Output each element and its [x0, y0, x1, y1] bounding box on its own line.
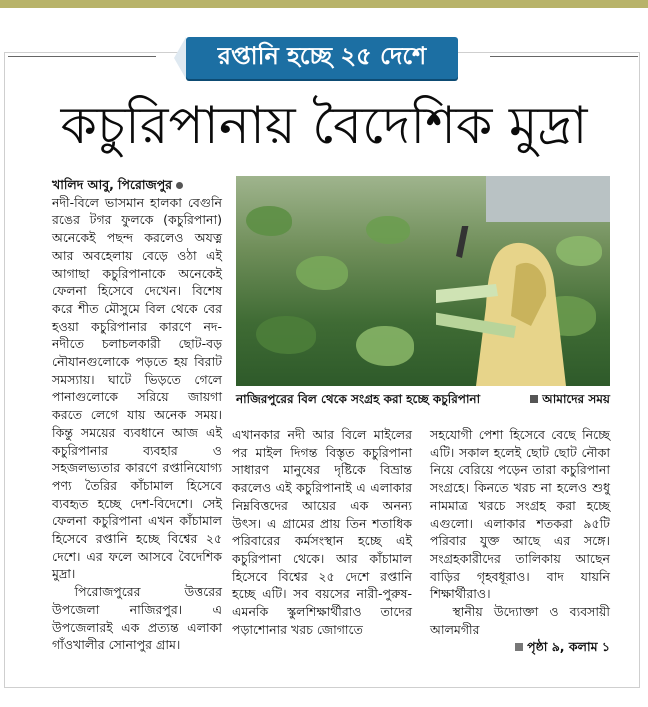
photo-water: [486, 176, 610, 222]
byline-place: পিরোজপুর: [117, 177, 173, 192]
headline: কচুরিপানায় বৈদেশিক মুদ্রা: [60, 96, 588, 156]
article-column-2: [232, 426, 412, 638]
photo-leaf: [256, 316, 316, 354]
byline-author: খালিদ আবু,: [52, 177, 114, 192]
photo-leaf: [356, 326, 414, 366]
column3-paragraph-1: সহযোগী পেশা হিসেবে বেছে নিচ্ছে এটি। সকাল হলেই ছোট ছোট নৌকা নিয়ে বেরিয়ে পড়েন তারা কচুরিপানা সংগ্রহে। কিনতে খরচ না হলেও শুধু নামমাত্র খরচে সংগ্রহ করা হচ্ছে এগুলো। এলাকার শতকরা ৯৫টি পরিবার যুক্ত আছে এর সঙ্গে। সংগ্রহকারীদের তালিকায় আছেন বাড়ির গৃহবধূরাও। বাদ যায়নি শিক্ষার্থীরাও।: [430, 427, 610, 602]
top-rule: [0, 0, 648, 8]
photo-caption-row: [236, 391, 610, 411]
column1-paragraph-2: পিরোজপুরের উত্তরের উপজেলা নাজিরপুর। এ উপজেলারই এক প্রত্যন্ত এলাকা গাঁওখালীর সোনাপুর গ্রাম।: [52, 584, 222, 653]
header-rule-right: [490, 56, 638, 57]
photo-woman-harvesting: [436, 226, 576, 386]
article-column-3: [430, 426, 610, 656]
photo-leaf: [366, 216, 410, 244]
header-rule-left: [8, 56, 156, 57]
column1-paragraph-1: নদী-বিলে ভাসমান হালকা বেগুনি রঙের টগর ফুলকে (কচুরিপানা) অনেকেই পছন্দ করলেও অযত্ন আর অবহেলায় বেড়ে ওঠা এই আগাছা কচুরিপানাকে অনেকেই ফেলনা হিসেবে দেখেন। বিশেষ করে শীত মৌসুমে বিল থেকে বের হওয়া কচুরিপানার কারণে নদ-নদীতে চলাচলকারী ছোট-বড় নৌযানগুলোকে পড়তে হয় বিরাট সমস্যায়। ঘাটে ভিড়তে গেলে পানাগুলোকে সরিয়ে জায়গা করতে লেগে যায় অনেক সময়। কিন্তু সময়ের ব্যবধানে আজ এই কচুরিপানার ব্যবহার ও সহজলভ্যতার কারণে রপ্তানিযোগ্য পণ্য তৈরির কাঁচামাল হিসেবে ব্যবহৃত হচ্ছে দেশ-বিদেশে। সেই ফেলনা কচুরিপানা এখন কাঁচামাল হিসেবে রপ্তানি হচ্ছে বিশ্বের ২৫ দেশে। এর ফলে আসবে বৈদেশিক মুদ্রা।: [52, 194, 222, 582]
continued-page-jump: পৃষ্ঠা ৯, কলাম ১: [515, 639, 610, 654]
bullet-icon: [176, 182, 183, 189]
photo-leaf: [296, 256, 348, 290]
column3-paragraph-2: স্থানীয় উদ্যোক্তা ও ব্যবসায়ী আলমগীর: [430, 604, 610, 637]
column2-paragraph-1: এখানকার নদী আর বিলে মাইলের পর মাইল দিগন্ত বিস্তৃত কচুরিপানা সাধারণ মানুষের দৃষ্টিকে বিভ্রান্ত করলেও এই কচুরিপানাই এ এলাকার নিম্নবিত্তদের আয়ের এক অনন্য উৎস। এ গ্রামের প্রায় তিন শতাধিক পরিবারের কর্মসংস্থান হচ্ছে এই কচুরিপানা থেকে। আর কাঁচামাল হিসেবে বিশ্বের ২৫ দেশে রপ্তানি হচ্ছে এটি। সব বয়সের নারী-পুরুষ-এমনকি স্কুলশিক্ষার্থীরাও তাদের পড়াশোনার খরচ জোগাতে: [232, 427, 412, 637]
byline: [52, 176, 222, 194]
photo-credit: আমাদের সময়: [530, 391, 610, 411]
article-photo: [236, 176, 610, 386]
photo-leaf: [246, 206, 292, 236]
photo-caption: নাজিরপুরের বিল থেকে সংগ্রহ করা হচ্ছে কচুরিপানা: [236, 392, 481, 406]
article-column-1: [52, 176, 222, 654]
kicker-banner: রপ্তানি হচ্ছে ২৫ দেশে: [186, 37, 458, 79]
